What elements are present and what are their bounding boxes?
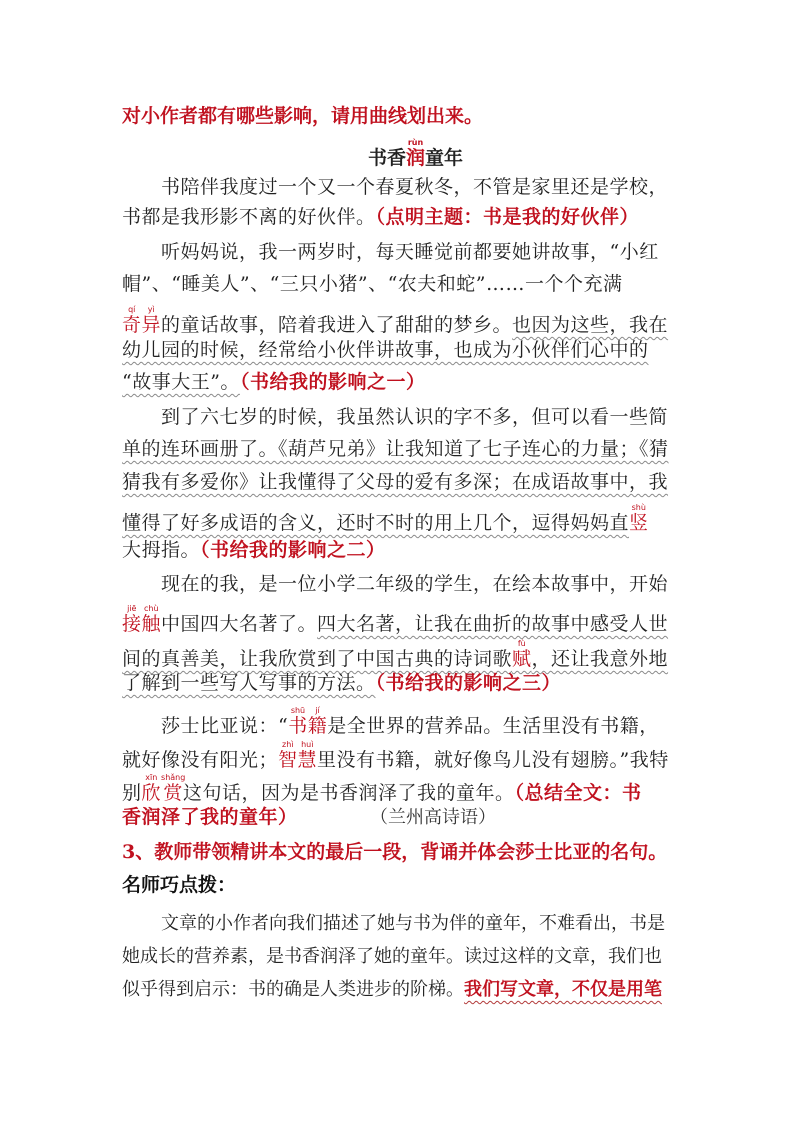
intro-prompt: 对小作者都有哪些影响，请用曲线划出来。 <box>122 105 484 127</box>
essay-p3-line5 <box>122 538 386 562</box>
essay-p4-line2 <box>122 604 668 636</box>
essay-title-pinyin: rùn <box>406 138 426 147</box>
tips-line3-highlight: 我们写文章，不仅是用笔 <box>464 979 662 999</box>
ruby-pinyin-shu-book: shū <box>288 706 308 715</box>
essay-title-ruby-char: 润 <box>406 147 426 169</box>
essay-p4-line2-underlined: 四大名著，让我在曲折的故事中感受人世 <box>317 613 669 635</box>
essay-p5-line2 <box>122 740 669 772</box>
essay-p5-line2-text-a: 就好像没有阳光； <box>122 749 279 771</box>
ruby-char-zhi: 智 <box>278 749 298 771</box>
essay-title <box>368 138 463 170</box>
tips-line3-text: 似乎得到启示：书的确是人类进步的阶梯。 <box>122 979 464 999</box>
essay-p5-annotation-part1: （总结全文：书 <box>514 782 642 804</box>
essay-p3-line2-underlined: 单的连环画册了。《葫芦兄弟》让我知道了七子连心的力量；《猜 <box>122 438 669 460</box>
ruby-pinyin-shu: shù <box>629 503 649 512</box>
essay-p3-line1: 到了六七岁的时候，我虽然认识的字不多，但可以看一些简 <box>161 406 669 428</box>
essay-p5-line1 <box>161 706 659 738</box>
essay-p3-annotation: （书给我的影响之二） <box>200 539 386 561</box>
ruby-pinyin-xin: xīn <box>141 773 162 782</box>
essay-p1-line2-text: 书都是我形影不离的好伙伴。 <box>122 206 376 228</box>
essay-p3-line2 <box>122 437 669 461</box>
essay-p3-line3-underlined: 猜我有多爱你》让我懂得了父母的爱有多深；在成语故事中，我 <box>122 471 669 493</box>
essay-p4-line4 <box>122 671 561 695</box>
tips-line2: 她成长的营养素，是书香润泽了她的童年。读过这样的文章，我们也 <box>122 946 662 966</box>
essay-title-pre: 书香 <box>368 147 407 169</box>
essay-p5-line1-text-a: 莎士比亚说：“ <box>161 715 289 737</box>
essay-author: （兰州高诗语） <box>370 807 496 827</box>
essay-p2-line3 <box>122 305 668 337</box>
tips-heading: 名师巧点拨： <box>122 874 237 896</box>
ruby-pinyin-jie: jiē <box>122 604 142 613</box>
ruby-pinyin-qi: qí <box>122 305 142 314</box>
essay-p5-annotation-part2: 香润泽了我的童年） <box>122 806 298 828</box>
essay-p4-annotation: （书给我的影响之三） <box>375 672 562 694</box>
ruby-char-xin: 欣 <box>141 782 162 804</box>
essay-p4-line2-text: 中国四大名著了。 <box>161 613 318 635</box>
ruby-pinyin-chu: chù <box>141 604 162 613</box>
essay-p1-annotation: （点明主题：书是我的好伙伴） <box>375 206 640 228</box>
essay-p5-line2-text-b: 里没有书籍，就好像鸟儿没有翅膀。”我特 <box>317 749 669 771</box>
essay-p3-line4 <box>122 503 649 535</box>
essay-p5-line3-text-b: 这句话，因为是书香润泽了我的童年。 <box>182 782 515 804</box>
essay-p3-line5-text: 大拇指。 <box>122 539 201 561</box>
section3-heading: 3、教师带领精讲本文的最后一段，背诵并体会莎士比亚的名句。 <box>122 841 668 863</box>
ruby-char-qi: 奇 <box>122 314 142 336</box>
ruby-pinyin-fu: fù <box>512 639 532 648</box>
essay-p2-line3-underlined: 也因为这些，我在 <box>512 314 669 336</box>
essay-p4-line3-underlined-a: 间的真善美，让我欣赏到了中国古典的诗词歌 <box>122 648 513 670</box>
ruby-char-chu: 触 <box>141 613 162 635</box>
essay-p2-line2: 帽”、“睡美人”、“三只小猪”、“农夫和蛇”……一个个充满 <box>122 273 623 295</box>
essay-p1-line1: 书陪伴我度过一个又一个春夏秋冬，不管是家里还是学校， <box>161 176 669 198</box>
ruby-char-shang: 赏 <box>161 782 186 804</box>
essay-p4-line3-underlined-b: ，还让我意外地 <box>531 648 669 670</box>
essay-p2-line5 <box>122 370 425 394</box>
ruby-char-yi: 异 <box>141 314 162 336</box>
ruby-pinyin-zhi: zhì <box>278 740 298 749</box>
essay-p4-line4-underlined: 了解到一些写人写事的方法。 <box>122 672 376 694</box>
ruby-pinyin-yi: yì <box>141 305 162 314</box>
essay-p2-annotation: （书给我的影响之一） <box>239 371 426 393</box>
essay-p5-line3 <box>122 773 641 805</box>
ruby-char-hui: 慧 <box>297 749 318 771</box>
ruby-pinyin-ji: jí <box>307 706 328 715</box>
essay-p1-line2 <box>122 205 639 229</box>
essay-p5-line1-text-b: 是全世界的营养品。生活里没有书籍， <box>327 715 659 737</box>
ruby-char-fu: 赋 <box>512 648 532 670</box>
essay-p3-line3 <box>122 470 668 494</box>
ruby-char-ji: 籍 <box>307 715 328 737</box>
essay-p2-line4-underlined: 幼儿园的时候，经常给小伙伴讲故事，也成为小伙伴们心中的 <box>122 339 649 361</box>
essay-p4-line1: 现在的我，是一位小学二年级的学生，在绘本故事中，开始 <box>161 573 669 595</box>
ruby-pinyin-shang: shǎng <box>161 773 186 782</box>
essay-p2-line5-underlined: “故事大王”。 <box>122 371 240 393</box>
ruby-char-jie: 接 <box>122 613 142 635</box>
essay-p5-line4 <box>122 805 298 829</box>
essay-p2-line3-text: 的童话故事，陪着我进入了甜甜的梦乡。 <box>161 314 513 336</box>
ruby-pinyin-hui: huì <box>297 740 318 749</box>
essay-p3-line4-underlined: 懂得了好多成语的含义，还时不时的用上几个，逗得妈妈直 <box>122 512 630 534</box>
tips-line3 <box>122 977 662 1001</box>
essay-title-post: 童年 <box>425 147 464 169</box>
ruby-char-shu-book: 书 <box>288 715 308 737</box>
essay-p2-line4 <box>122 338 649 362</box>
essay-p4-line3 <box>122 639 668 671</box>
ruby-char-shu: 竖 <box>629 512 649 534</box>
essay-p2-line1: 听妈妈说，我一两岁时，每天睡觉前都要她讲故事，“小红 <box>161 241 659 263</box>
tips-line1: 文章的小作者向我们描述了她与书为伴的童年，不难看出，书是 <box>161 913 665 933</box>
essay-p5-line3-text-a: 别 <box>122 782 142 804</box>
